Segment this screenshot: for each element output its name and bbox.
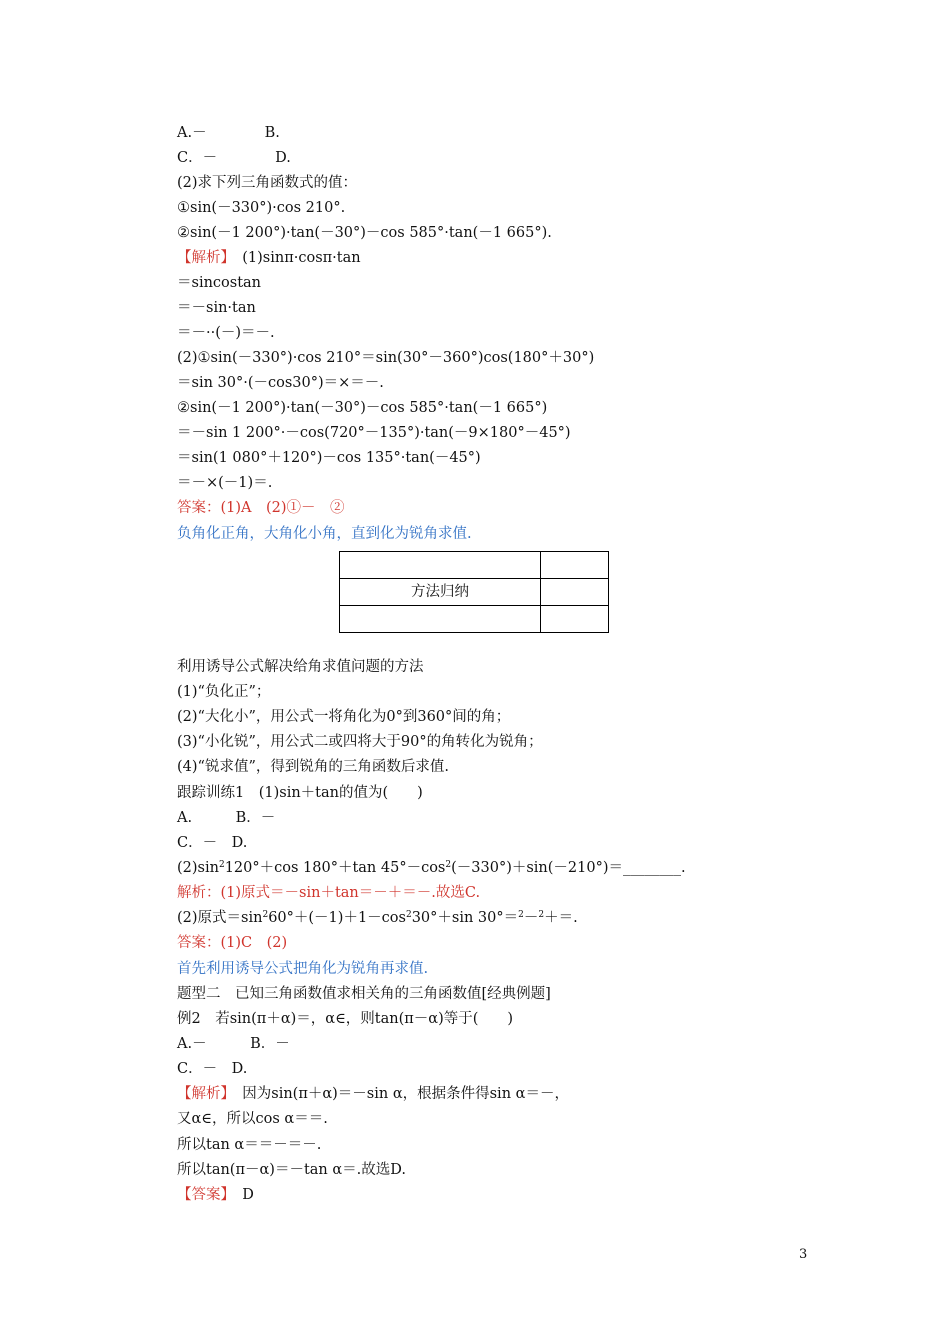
analysis-label: 【解析】 bbox=[177, 1086, 228, 1102]
page-number: 3 bbox=[799, 1247, 808, 1262]
text-line: (4)“锐求值”，得到锐角的三角函数后求值. bbox=[177, 759, 449, 775]
text-line bbox=[177, 248, 361, 268]
text-line: ＝sin(1 080°＋120°)－cos 135°·tan(－45°) bbox=[177, 450, 481, 466]
text-segment: 30°＋sin 30°＝ bbox=[411, 910, 519, 926]
text-line: (2)①sin(－330°)·cos 210°＝sin(30°－360°)cos(180°＋30°) bbox=[177, 350, 595, 366]
text-line: ＝－··(－)＝－. bbox=[177, 325, 275, 341]
text-line bbox=[177, 1185, 254, 1205]
text-line: (1)“负化正”； bbox=[177, 684, 271, 700]
superscript: 2 bbox=[445, 860, 452, 870]
text-line: 所以tan(π－α)＝－tan α＝.故选D. bbox=[177, 1162, 406, 1178]
text-line: ①sin(－330°)·cos 210°. bbox=[177, 200, 346, 216]
superscript: 2 bbox=[518, 910, 524, 920]
text-line: C．－ D. bbox=[177, 835, 248, 851]
superscript: 2 bbox=[218, 860, 225, 870]
text-segment: (2)sin bbox=[177, 860, 219, 876]
section-heading: 题型二 已知三角函数值求相关角的三角函数值[经典例题] bbox=[177, 986, 551, 1002]
text-line: C．－ D. bbox=[177, 1061, 248, 1077]
text-segment: (－330°)＋sin(－210°)＝________. bbox=[451, 860, 686, 876]
text-line bbox=[177, 908, 578, 928]
text-segment: D bbox=[242, 1187, 254, 1203]
table-column-divider bbox=[540, 552, 541, 632]
answer-line: 答案：(1)C (2) bbox=[177, 935, 288, 951]
text-line: (2)“大化小”，用公式一将角化为0°到360°间的角； bbox=[177, 709, 511, 725]
text-line: 利用诱导公式解决给角求值问题的方法 bbox=[177, 659, 424, 675]
text-line: A.－ B. bbox=[177, 125, 280, 141]
text-line: A. B．－ bbox=[177, 810, 276, 826]
analysis-label: 【解析】 bbox=[177, 250, 228, 266]
text-line: 例2 若sin(π＋α)＝，α∈，则tan(π－α)等于( ) bbox=[177, 1011, 514, 1027]
tip-line: 负角化正角，大角化小角，直到化为锐角求值. bbox=[177, 526, 472, 542]
text-line bbox=[177, 858, 686, 878]
text-line: (2)求下列三角函数式的值： bbox=[177, 175, 358, 191]
text-line: ＝－×(－1)＝. bbox=[177, 475, 273, 491]
superscript: 2 bbox=[405, 910, 412, 920]
text-line: A.－ B．－ bbox=[177, 1036, 290, 1052]
table-row-divider bbox=[340, 605, 608, 606]
text-line: ＝－sin·tan bbox=[177, 300, 256, 316]
superscript: 2 bbox=[538, 910, 545, 920]
text-segment: 120°＋cos 180°＋tan 45°－cos bbox=[224, 860, 446, 876]
text-line: 又α∈，所以cos α＝＝. bbox=[177, 1111, 328, 1127]
text-segment: (2)原式＝sin bbox=[177, 910, 263, 926]
text-segment: ＋＝. bbox=[544, 910, 578, 926]
tip-line: 首先利用诱导公式把角化为锐角再求值. bbox=[177, 961, 429, 977]
text-line: ②sin(－1 200°)·tan(－30°)－cos 585°·tan(－1 665°). bbox=[177, 225, 552, 241]
analysis-line: 解析：(1)原式＝－sin＋tan＝－＋＝－.故选C. bbox=[177, 885, 481, 901]
superscript: 2 bbox=[262, 910, 269, 920]
text-line: ＝－sin 1 200°·－cos(720°－135°)·tan(－9×180°－45°) bbox=[177, 425, 571, 441]
answer-line: 答案：(1)A (2)①－ ② bbox=[177, 500, 345, 516]
text-line: (3)“小化锐”，用公式二或四将大于90°的角转化为锐角； bbox=[177, 734, 543, 750]
table-cell-method: 方法归纳 bbox=[411, 584, 469, 600]
text-line: 所以tan α＝＝－＝－. bbox=[177, 1137, 322, 1153]
text-line: ②sin(－1 200°)·tan(－30°)－cos 585°·tan(－1 665°) bbox=[177, 400, 548, 416]
text-line bbox=[177, 1084, 569, 1104]
method-table bbox=[339, 551, 609, 633]
text-segment: 60°＋(－1)＋1－cos bbox=[268, 910, 406, 926]
text-segment: (1)sinπ·cosπ·tan bbox=[242, 250, 361, 266]
text-segment: 因为sin(π＋α)＝－sin α，根据条件得sin α＝－， bbox=[242, 1086, 569, 1102]
text-line: C．－ D. bbox=[177, 150, 291, 166]
text-segment: － bbox=[523, 910, 539, 926]
answer-label: 【答案】 bbox=[177, 1187, 228, 1203]
text-line: 跟踪训练1 (1)sin＋tan的值为( ) bbox=[177, 785, 423, 801]
text-line: ＝sincostan bbox=[177, 275, 262, 291]
text-line: ＝sin 30°·(－cos30°)＝×＝－. bbox=[177, 375, 384, 391]
